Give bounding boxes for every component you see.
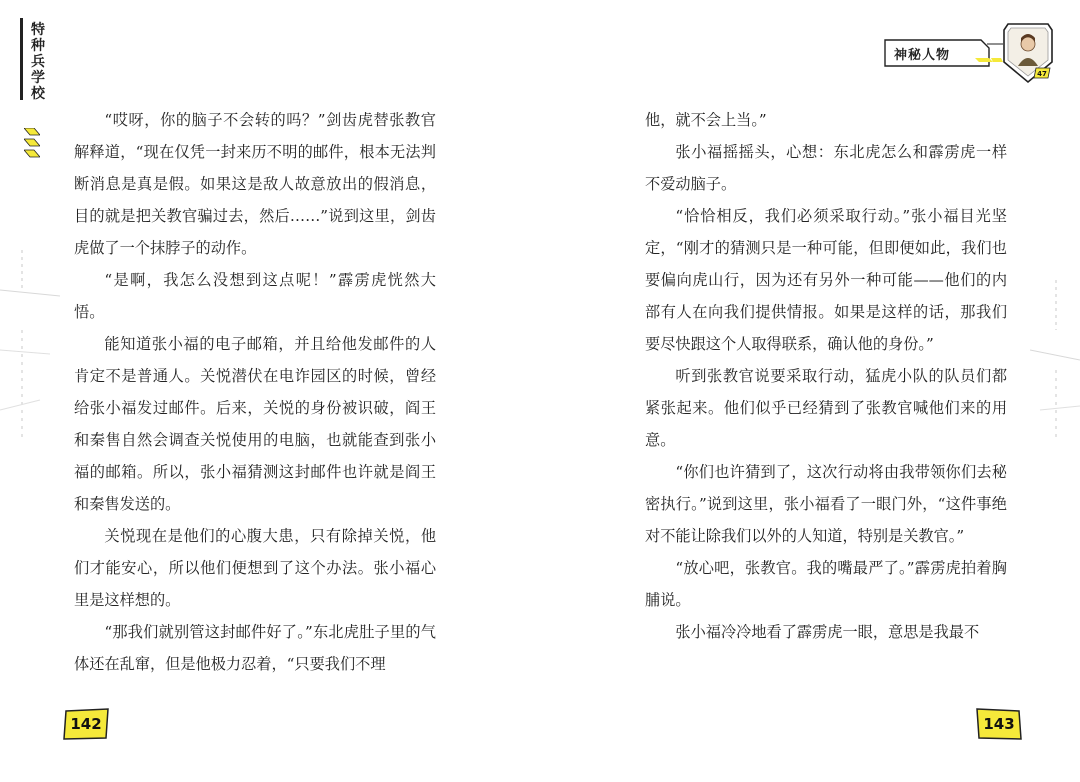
badge-number: 47 — [1037, 70, 1047, 78]
character-avatar-badge — [1002, 22, 1054, 84]
left-page-text — [74, 104, 436, 680]
paragraph: 能知道张小福的电子邮箱，并且给他发邮件的人肯定不是普通人。关悦潜伏在电诈园区的时候，曾经给张小福发过邮件。后来，关悦的身份被识破，阎王和秦售自然会调查关悦使用的电脑，也就能查到张小福的邮箱。所以，张小福猜测这封邮件也许就是阎王和秦售发送的。 — [74, 335, 436, 513]
series-title: 特种兵学校 — [31, 22, 45, 102]
paragraph: “恰恰相反，我们必须采取行动。”张小福目光坚定，“刚才的猜测只是一种可能，但即便如此，我们也要偏向虎山行，因为还有另外一种可能——他们的内部有人在向我们提供情报。如果是这样的话，那我们要尽快跟这个人取得联系，确认他的身份。” — [645, 207, 1007, 353]
right-page-text — [645, 104, 1007, 648]
paragraph: “放心吧，张教官。我的嘴最严了。”霹雳虎拍着胸脯说。 — [645, 559, 1007, 609]
paragraph: 张小福冷冷地看了霹雳虎一眼，意思是我最不 — [675, 623, 980, 641]
right-decorative-lines — [1030, 270, 1080, 450]
left-header-rule — [20, 18, 23, 100]
left-decorative-lines — [0, 250, 60, 450]
page-number-left — [62, 708, 110, 740]
page-number-right — [975, 708, 1023, 740]
paragraph: “哎呀，你的脑子不会转的吗？”剑齿虎替张教官解释道，“现在仅凭一封来历不明的邮件，根本无法判断消息是真是假。如果这是敌人故意放出的假消息，目的就是把关教官骗过去，然后……”说到这里，剑齿虎做了一个抹脖子的动作。 — [74, 111, 436, 257]
paragraph: 张小福摇摇头，心想：东北虎怎么和霹雳虎一样不爱动脑子。 — [645, 143, 1007, 193]
paragraph: 听到张教官说要采取行动，猛虎小队的队员们都紧张起来。他们似乎已经猜到了张教官喊他们来的用意。 — [645, 367, 1007, 449]
paragraph: 关悦现在是他们的心腹大患，只有除掉关悦，他们才能安心，所以他们便想到了这个办法。张小福心里是这样想的。 — [74, 527, 436, 609]
paragraph-continuation: 他，就不会上当。” — [645, 111, 767, 129]
page-number-text: 143 — [983, 715, 1015, 733]
paragraph: “你们也许猜到了，这次行动将由我带领你们去秘密执行。”说到这里，张小福看了一眼门外，“这件事绝对不能让除我们以外的人知道，特别是关教官。” — [645, 463, 1007, 545]
page-number-text: 142 — [70, 715, 102, 733]
paragraph: “是啊，我怎么没想到这点呢！”霹雳虎恍然大悟。 — [74, 271, 436, 321]
yellow-stripes-icon — [24, 128, 40, 158]
paragraph: “那我们就别管这封邮件好了。”东北虎肚子里的气体还在乱窜，但是他极力忍着，“只要我们不理 — [74, 623, 436, 673]
chapter-title: 神秘人物 — [894, 48, 951, 63]
